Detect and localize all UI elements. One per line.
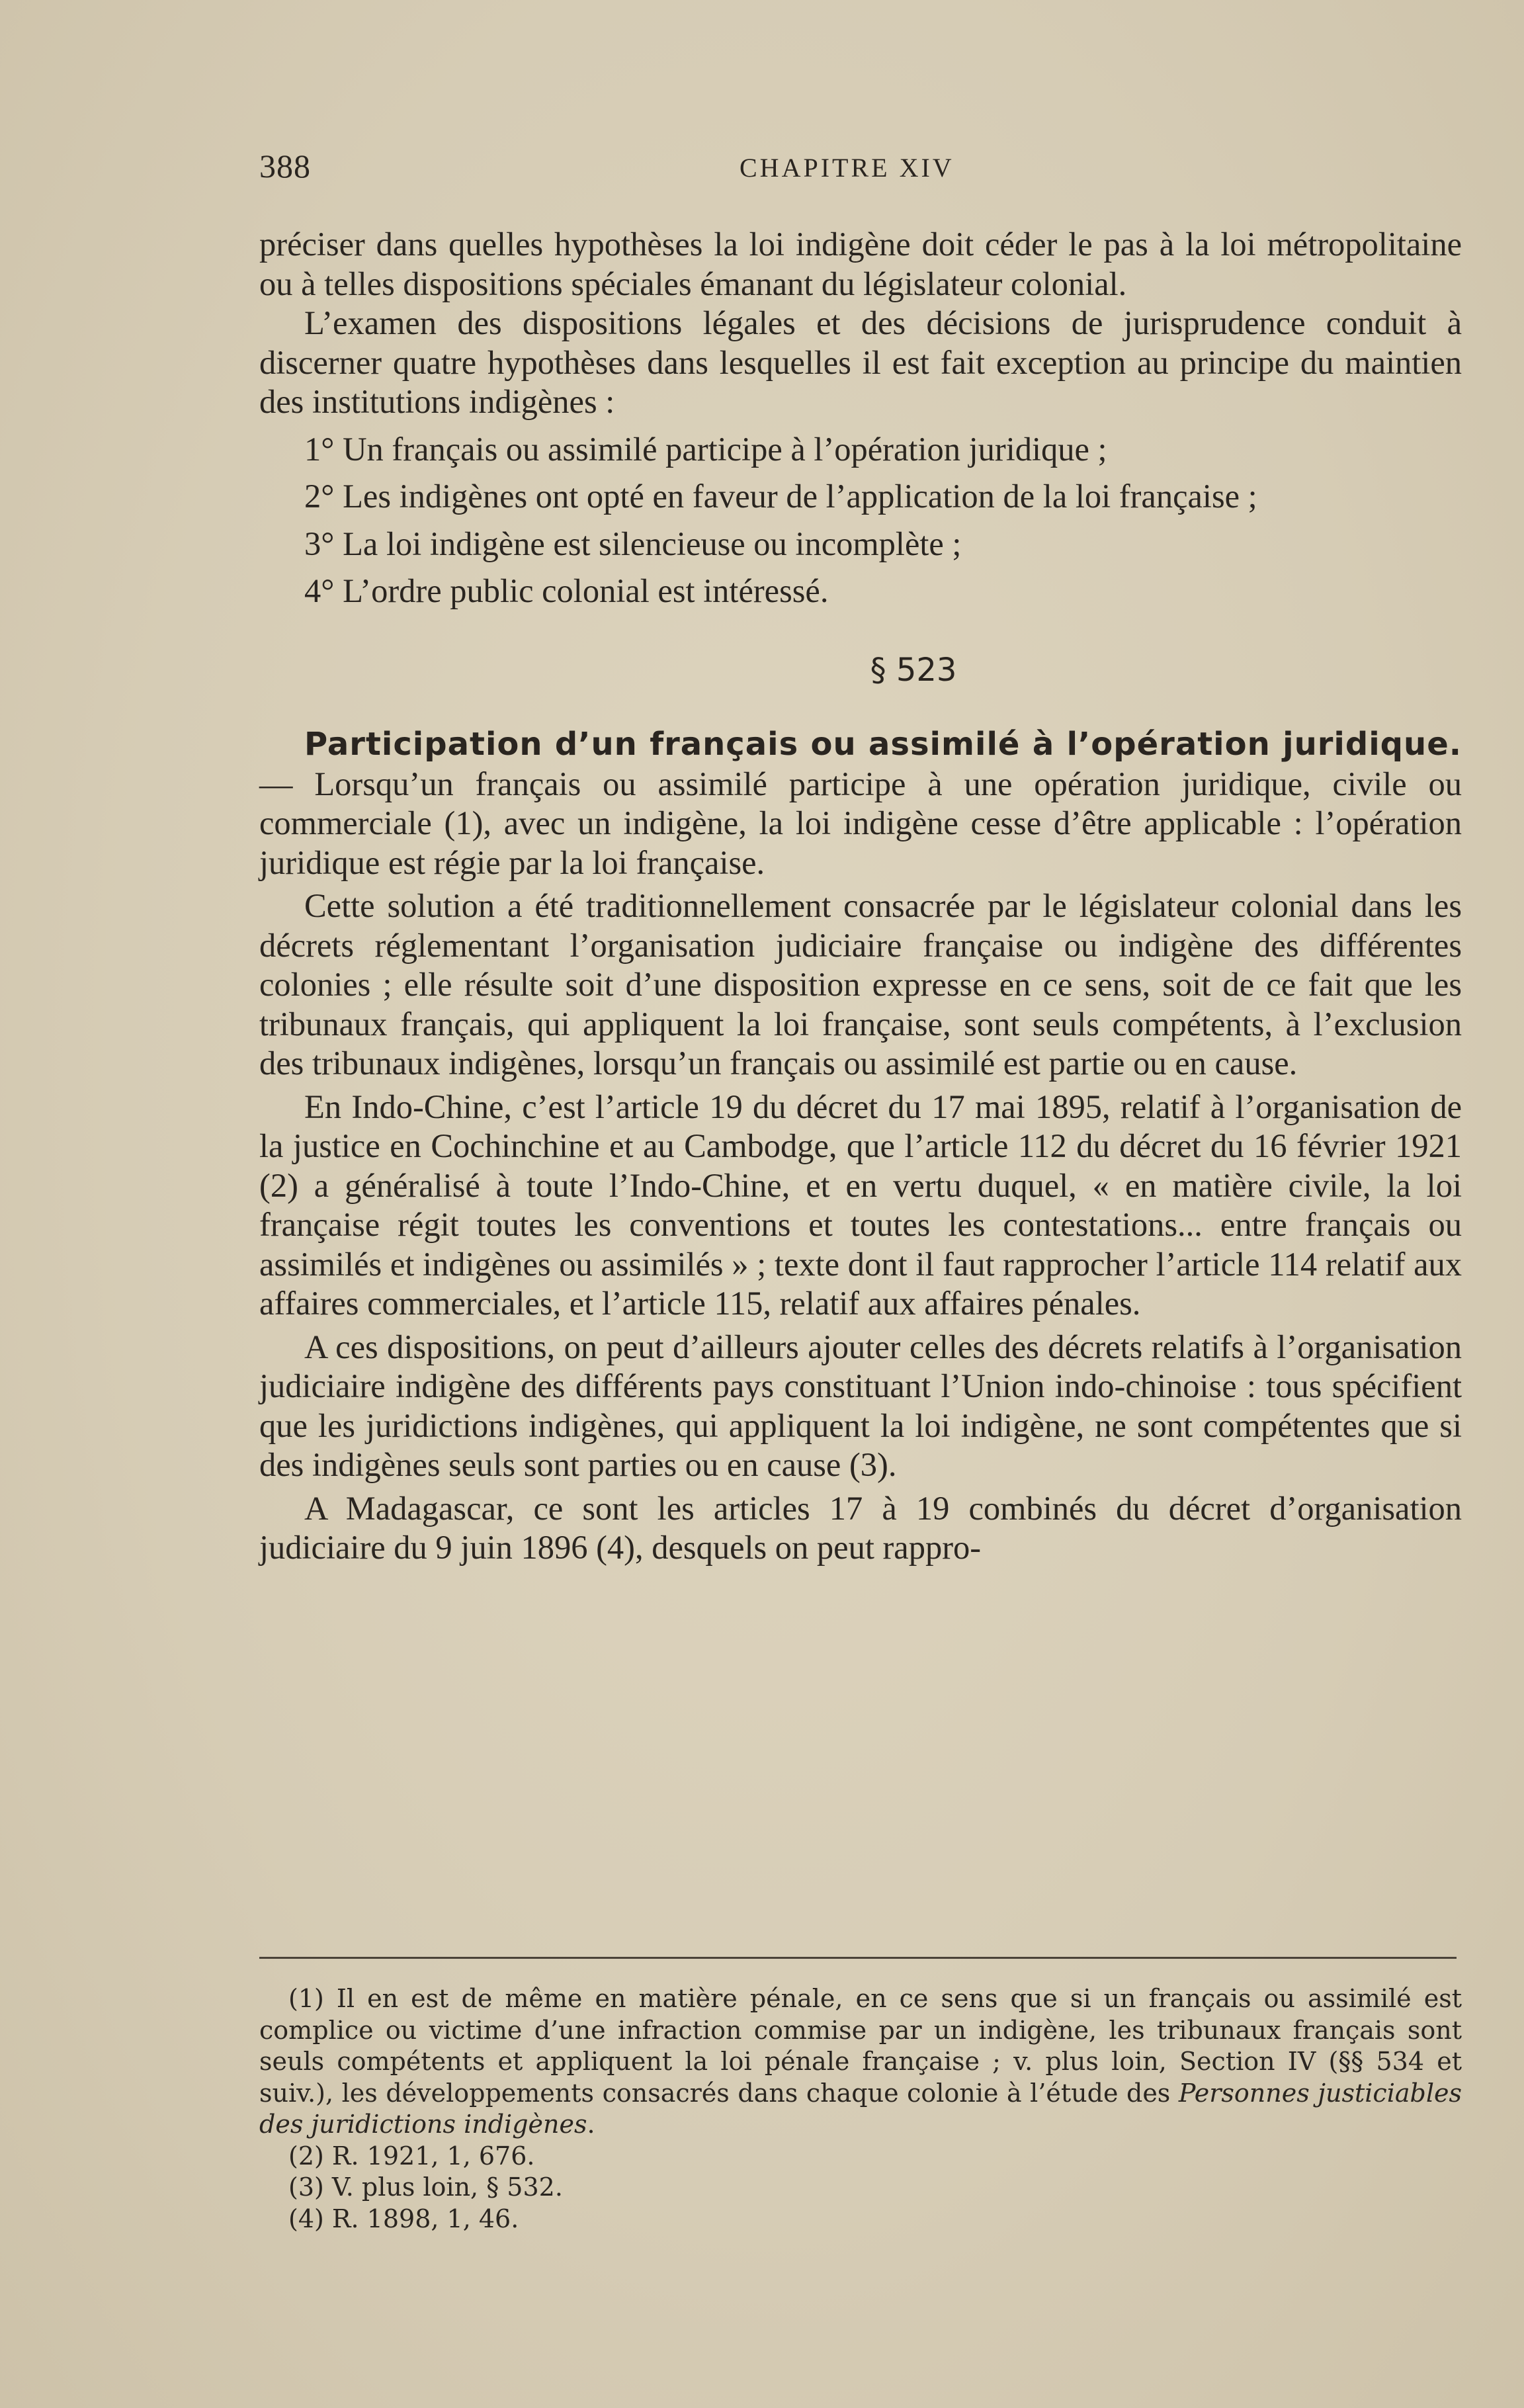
hypothesis-item-1: 1° Un français ou assimilé participe à l’opération juridique ; [304,430,1107,468]
footnote-1-end: . [587,2110,595,2139]
footnote-1-italic: Personnes justiciables des juridictions indigènes [259,2078,1462,2139]
paragraph: A ces dispositions, on peut d’ailleurs ajouter celles des décrets relatifs à l’organisation judiciaire indigène des différents pays constituant l’Union indo-chinoise : tous spécifient que les juridictions indigènes, qui appliquent la loi indigène, ne sont compétentes que si des indigènes seuls sont parties ou en cause (3). [259,1328,1462,1483]
section-lead-paragraph [259,724,1462,882]
page-header [259,147,1463,193]
footnote-1 [259,1983,1462,2141]
footnotes [259,1983,1462,2235]
page-number: 388 [259,148,311,185]
intro-paragraph-continued: préciser dans quelles hypothèses la loi indigène doit céder le pas à la loi métropolitaine ou à telles dispositions spéciales émanant du législateur colonial. [259,226,1462,302]
footnote-3: (3) V. plus loin, § 532. [288,2172,563,2202]
footnote-4: (4) R. 1898, 1, 46. [288,2204,519,2233]
paragraph: Cette solution a été traditionnellement consacrée par le législateur colonial dans les décrets réglementant l’organisation judiciaire française ou indigène des différentes colonies ; elle résulte soit d’une disposition expresse en ce sens, soit de ce fait que les tribunaux français, qui appliquent la loi française, sont seuls compétents, à l’exclusion des tribunaux indigènes, lorsqu’un français ou assimilé est partie ou en cause. [259,887,1462,1082]
hypothesis-item-3: 3° La loi indigène est silencieuse ou incomplète ; [304,525,962,562]
footnote-divider [259,1957,1457,1959]
paragraph: En Indo-Chine, c’est l’article 19 du décret du 17 mai 1895, relatif à l’organisation de la justice en Cochinchine et au Cambodge, que l’article 112 du décret du 16 février 1921 (2) a généralisé à toute l’Indo-Chine, et en vertu duquel, « en matière civile, la loi française régit toutes les conventions et toutes les contestations... entre français ou assimilés et indigènes ou assimilés » ; texte dont il faut rapprocher l’article 114 relatif aux affaires commerciales, et l’article 115, relatif aux affaires pénales. [259,1088,1462,1322]
section-number: § 523 [870,651,957,689]
footnote-2: (2) R. 1921, 1, 676. [288,2141,535,2171]
hypothesis-item-4: 4° L’ordre public colonial est intéressé. [304,572,829,609]
running-head: CHAPITRE XIV [740,153,954,183]
footnote-1-text: (1) Il en est de même en matière pénale, en ce sens que si un français ou assimilé est complice ou victime d’une infraction commise par un indigène, les tribunaux français sont seuls compétents et appliquent la loi pénale française ; v. plus loin, Section IV (§§ 534 et suiv.), les développements consacrés dans chaque colonie à l’étude des [259,1984,1462,2108]
paragraph: A Madagascar, ce sont les articles 17 à 19 combinés du décret d’organisation judiciaire du 9 juin 1896 (4), desquels on peut rappro- [259,1489,1462,1566]
hypothesis-item-2: 2° Les indigènes ont opté en faveur de l’application de la loi française ; [304,478,1257,515]
intro-paragraph: L’examen des dispositions légales et des décisions de jurisprudence conduit à discerner quatre hypothèses dans lesquelles il est fait exception au principe du maintien des institutions indigènes : [259,304,1462,420]
main-text [259,225,1462,1568]
section-lead-text: — Lorsqu’un français ou assimilé participe à une opération juridique, civile ou commerciale (1), avec un indigène, la loi indigène cesse d’être applicable : l’opération juridique est régie par la loi française. [259,765,1462,881]
section-title: Participation d’un français ou assimilé à l’opération juridique. [304,726,1462,763]
